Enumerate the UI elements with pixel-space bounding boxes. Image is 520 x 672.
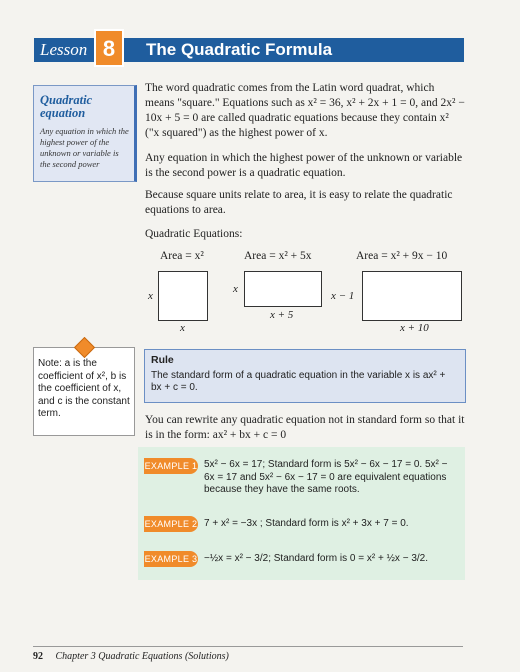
quadratic-equations-subhead: Quadratic Equations: (145, 228, 243, 240)
rule-box (144, 349, 466, 403)
area-square-1 (158, 271, 208, 321)
rewrite-paragraph: You can rewrite any quadratic equation not in standard form so that it is in the form: ax² + bx + c = 0 (145, 414, 465, 441)
side-label-3: x − 1 (331, 290, 355, 302)
vocab-term: Quadratic equation (40, 93, 93, 120)
note-box (33, 347, 135, 436)
example-badge-2: EXAMPLE 2 (144, 516, 198, 532)
lesson-header (34, 38, 464, 62)
example-text-3: −½x = x² − 3/2; Standard form is 0 = x² + ½x − 3/2. (204, 553, 429, 564)
note-text: Note: a is the coefficient of x², b is the coefficient of x, and c is the constant term. (38, 358, 130, 419)
side-label-1: x (148, 290, 153, 302)
area-label-2: Area = x² + 5x (244, 250, 312, 262)
intro-paragraph: The word quadratic comes from the Latin word quadrat, which means "square." Equations such as x² = 36, x² + 2x + 1 = 0, and 2x² − 10x + 5 = 0 are called quadratic equations because they contain x² ("x squared") as the highest power of x. (145, 82, 465, 139)
bottom-label-3: x + 10 (400, 322, 429, 334)
example-badge-1: EXAMPLE 1 (144, 458, 198, 474)
footer-text: Chapter 3 Quadratic Equations (Solutions) (55, 651, 229, 662)
vocab-definition: Any equation in which the highest power of the unknown or variable is the second power (40, 126, 129, 169)
lesson-label: Lesson (40, 40, 88, 59)
definition-paragraph: Any equation in which the highest power of the unknown or variable is the second power is a quadratic equation. (145, 152, 463, 179)
page-footer (33, 651, 229, 662)
area-paragraph: Because square units relate to area, it is easy to relate the quadratic equations to area. (145, 189, 453, 216)
vocabulary-box (33, 85, 137, 182)
area-label-3: Area = x² + 9x − 10 (356, 250, 448, 262)
bottom-label-2: x + 5 (270, 309, 294, 321)
lesson-title: The Quadratic Formula (146, 40, 333, 59)
example-text-1: 5x² − 6x = 17; Standard form is 5x² − 6x − 17 = 0. 5x² − 6x = 17 and 5x² − 6x − 17 = 0 are equivalent equations because they have the same roots. (204, 459, 448, 495)
side-label-2: x (233, 283, 238, 295)
footer-divider (33, 646, 463, 647)
lesson-number: 8 (94, 29, 124, 67)
area-label-1: Area = x² (160, 250, 204, 262)
examples-panel (138, 447, 465, 580)
rule-title: Rule (151, 354, 174, 366)
rule-text: The standard form of a quadratic equation in the variable x is ax² + bx + c = 0. (151, 370, 446, 393)
area-rect-3 (362, 271, 462, 321)
page-number: 92 (33, 651, 43, 662)
bottom-label-1: x (180, 322, 185, 334)
area-rect-2 (244, 271, 322, 307)
example-badge-3: EXAMPLE 3 (144, 551, 198, 567)
example-text-2: 7 + x² = −3x ; Standard form is x² + 3x + 7 = 0. (204, 518, 409, 529)
